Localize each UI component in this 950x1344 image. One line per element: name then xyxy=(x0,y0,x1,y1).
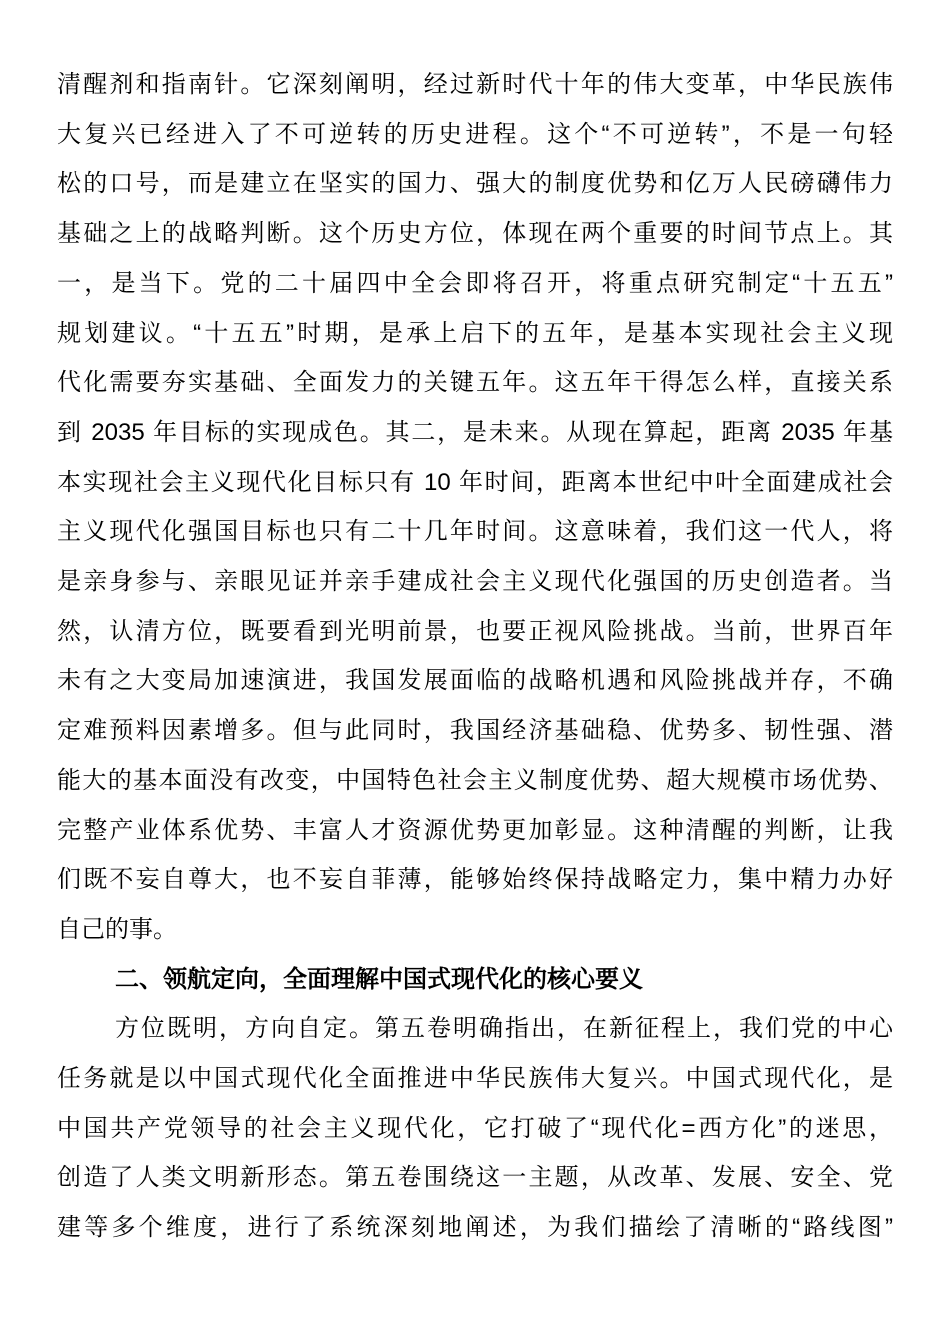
text-line: 松的口号，而是建立在坚实的国力、强大的制度优势和亿万人民磅礴伟力 xyxy=(57,170,893,198)
section-heading: 二、领航定向，全面理解中国式现代化的核心要义 xyxy=(115,965,643,993)
text-line: 是亲身参与、亲眼见证并亲手建成社会主义现代化强国的历史创造者。当 xyxy=(57,568,893,596)
text-line: 任务就是以中国式现代化全面推进中华民族伟大复兴。中国式现代化，是 xyxy=(57,1065,893,1093)
text-line: 定难预料因素增多。但与此同时，我国经济基础稳、优势多、韧性强、潜 xyxy=(57,717,893,745)
text-line: 基础之上的战略判断。这个历史方位，体现在两个重要的时间节点上。其 xyxy=(57,220,893,248)
text-line: 未有之大变局加速演进，我国发展面临的战略机遇和风险挑战并存，不确 xyxy=(57,667,893,695)
text-line: 大复兴已经进入了不可逆转的历史进程。这个“不可逆转”，不是一句轻 xyxy=(57,120,893,148)
text-line: 主义现代化强国目标也只有二十几年时间。这意味着，我们这一代人，将 xyxy=(57,518,893,546)
text-line: 们既不妄自尊大，也不妄自菲薄，能够始终保持战略定力，集中精力办好 xyxy=(57,866,893,894)
text-line: 自己的事。 xyxy=(57,915,177,943)
text-line: 然，认清方位，既要看到光明前景，也要正视风险挑战。当前，世界百年 xyxy=(57,617,893,645)
text-line: 建等多个维度，进行了系统深刻地阐述，为我们描绘了清晰的“路线图” xyxy=(57,1214,893,1242)
text-line: 本实现社会主义现代化目标只有 10 年时间，距离本世纪中叶全面建成社会 xyxy=(57,468,893,496)
text-line: 一，是当下。党的二十届四中全会即将召开，将重点研究制定“十五五” xyxy=(57,269,893,297)
document-lines xyxy=(57,60,893,1253)
text-line: 能大的基本面没有改变，中国特色社会主义制度优势、超大规模市场优势、 xyxy=(57,766,893,794)
text-line: 规划建议。“十五五”时期，是承上启下的五年，是基本实现社会主义现 xyxy=(57,319,893,347)
text-line: 清醒剂和指南针。它深刻阐明，经过新时代十年的伟大变革，中华民族伟 xyxy=(57,71,893,98)
text-line: 到 2035 年目标的实现成色。其二，是未来。从现在算起，距离 2035 年基 xyxy=(57,418,893,446)
text-line: 创造了人类文明新形态。第五卷围绕这一主题，从改革、发展、安全、党 xyxy=(57,1164,893,1192)
text-line: 方位既明，方向自定。第五卷明确指出，在新征程上，我们党的中心 xyxy=(115,1015,893,1043)
text-line: 完整产业体系优势、丰富人才资源优势更加彰显。这种清醒的判断，让我 xyxy=(57,816,893,844)
text-line: 中国共产党领导的社会主义现代化，它打破了“现代化=西方化”的迷思， xyxy=(57,1114,893,1142)
text-line: 代化需要夯实基础、全面发力的关键五年。这五年干得怎么样，直接关系 xyxy=(57,369,893,397)
